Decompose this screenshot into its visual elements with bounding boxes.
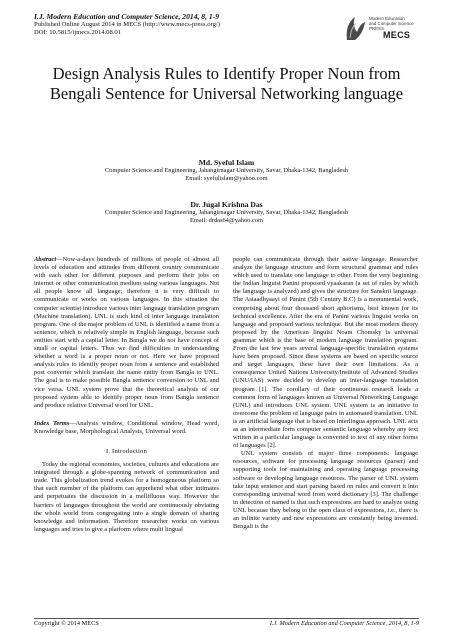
logo-brand: MECS xyxy=(383,30,411,40)
abstract xyxy=(34,256,219,410)
author-affiliation: Computer Science and Engineering, Jahangirnagar University, Savar, Dhaka-1342, Bangladesh xyxy=(104,167,349,174)
author-block xyxy=(34,158,419,183)
intro-paragraph-continued: people can communicate through their native language. Researcher analyze the language structure and form structural grammar and rules which used to translate one language to other. From the very beginning the Indian linguist Panini proposed vyaakaran (a set of rules by which the language is analyzed) and gives the structure for Sanskrit language. The Astaadhyaayi of Panini (5th Century B.C) is a monumental work, comprising about four thousand short aphorisms, best known for its technical excellence. After the era of Panini various linguist works on language and proposed various technique. But the most modern theory proposed by the American linguist Noam Chomsky is universal grammar which is the base of modern language translation program. From the last few years several language-specific translation systems have been proposed. Since these systems are based on specific source and target languages, these have their own limitations. As a consequence United Nations University/Institute of Advanced Studies (UNU/IAS) were decided to develop an inter-language translation program [1]. The corollary of their continuous research leads a common form of languages known as Universal Networking Language (UNL) and introduces UNL system. UNL system is an initiative to overcome the problem of language pairs in automated translation. UNL is an artificial language that is based on Interlingua approach. UNL acts as an intermediate form computer semantic language whereby any text written in a particular language is converted to text of any other forms of languages [2]. xyxy=(233,256,418,450)
footer-copyright: Copyright © 2014 MECS xyxy=(34,620,99,627)
doi-line: DOI: 10.5815/ijmecs.2014.08.01 xyxy=(34,29,121,36)
section-heading: I. Introduction xyxy=(105,447,148,455)
mecs-logo-icon xyxy=(343,14,367,42)
author-email: Email: syefulislam@yahoo.com xyxy=(185,175,268,182)
intro-paragraph: UNL system consists of major three components: language resources, software for processing language resources (parser) and supporting tools for maintaining and operating language processing software or developing language resources. The parser of UNL system take input sentence and start parsing based on rules and convert it into corresponding universal word from word dictionary [3]. The challenge in detection of named is that such expressions are hard to analyze using UNL because they belong to the open class of expressions, i.e., there is an infinite variety and new expressions are constantly being invented. Bengali is the xyxy=(233,450,418,531)
intro-paragraph: Today the regional economies, societies, cultures and educations are integrated through a globe-spanning network of communication and trade. This globalization trend evokes for a homogeneous platform so that each member of the platform can apprehend what other intimates and perpetuates the discussion in a mellifluous way. However the barriers of languages throughout the world are continuously obviating the whole world from congregating into a single domain of sharing knowledge and information. Therefore researcher works on various languages and tries to give a platform where multi lingual xyxy=(34,461,219,533)
publisher-logo xyxy=(343,12,419,46)
author-block xyxy=(34,200,419,225)
paper-title: Design Analysis Rules to Identify Proper Noun from Bengali Sentence for Universal Networking language xyxy=(49,64,404,103)
index-terms-label: Index Terms xyxy=(34,419,70,427)
author-affiliation: Computer Science and Engineering, Jahangirnagar University, Savar, Dhaka-1342, Bangladesh xyxy=(104,209,349,216)
author-name: Dr. Jugal Krishna Das xyxy=(190,200,263,209)
logo-line: Modern Education xyxy=(369,16,405,21)
author-email: Email: drdas64@yahoo.com xyxy=(190,217,263,224)
logo-line: and Computer Science xyxy=(369,21,414,27)
footer-divider xyxy=(34,618,419,619)
logo-line: PRESS xyxy=(369,26,384,32)
index-terms xyxy=(34,420,219,436)
abstract-text: —Now-a-days hundreds of millions of people of almost all levels of education and attitudes from different country communicate with each other for different purposes and perform their jobs on internet or other communication medium using various languages. Not all people know all language; therefore it is very difficult to communicate or works on various languages. In this situation the computer scientist introduce various inter language translation program (Machine translation). UNL is such kind of inter language translation program. One of the major problem of UNL is identified a name from a sentence, which is relatively simple in English language, because such entities start with a capital letter. In Bangla we do not have concept of small or capital letters. Thus we find difficulties in understanding whether a word is a proper noun or not. Here we have proposed analysis rules to identify proper noun from a sentence and established post converter which translate the name entity from Bangla to UNL. The goal is to make possible Bangla sentence conversion to UNL and vice versa. UNL system prove that the theoretical analysis of our proposed system able to identify proper noun from Bangla sentence and produce relative Universal word for UNL. xyxy=(34,256,219,409)
page-header xyxy=(34,12,419,50)
journal-line: I.J. Modern Education and Computer Science, 2014, 8, 1-9 xyxy=(34,12,220,21)
abstract-label: Abstract xyxy=(34,256,57,263)
footer-journal: I.J. Modern Education and Computer Science, 2014, 8, 1-9 xyxy=(269,620,419,627)
index-terms-text: —Analysis window, Conditional window, Head word, Knowledge base, Morphological Analysis, Universal word. xyxy=(34,419,219,435)
author-name: Md. Syeful Islam xyxy=(198,158,255,167)
left-column xyxy=(34,256,219,534)
published-line: Published Online August 2014 in MECS (http://www.mecs-press.org/) xyxy=(34,21,220,28)
right-column xyxy=(233,256,418,531)
